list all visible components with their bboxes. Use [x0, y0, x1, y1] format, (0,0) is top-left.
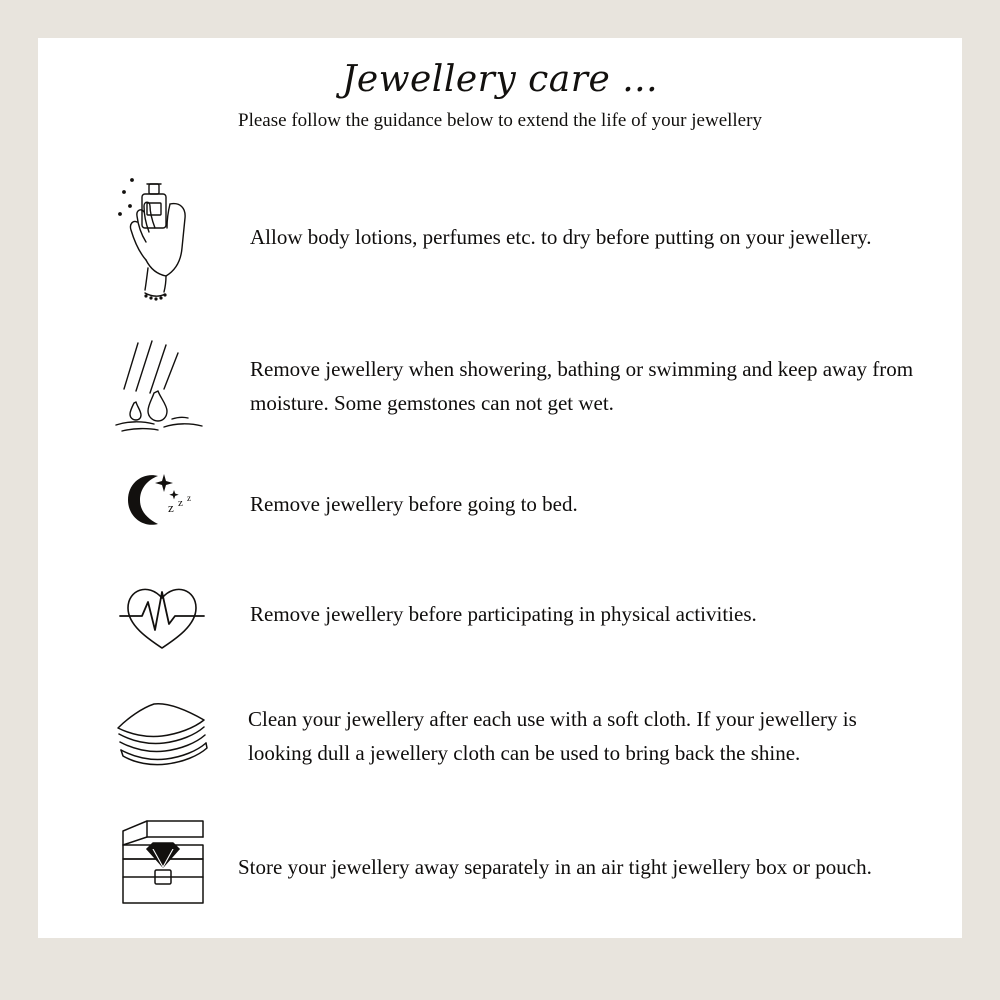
page-title: Jewellery care ...: [341, 59, 659, 100]
page-subtitle: Please follow the guidance below to extend the life of your jewellery: [238, 109, 762, 131]
list-item-text: Remove jewellery before going to bed.: [250, 491, 578, 516]
list-item-text: Remove jewellery before participating in physical activities.: [250, 601, 757, 626]
svg-text:z: z: [178, 496, 183, 509]
list-item-text: Remove jewellery when showering, bathing or swimming and keep away from moisture. Some gemstones can not get wet.: [250, 356, 914, 415]
care-instruction-list: [38, 152, 962, 932]
list-item: [38, 802, 962, 932]
care-card: [38, 38, 962, 938]
list-item: [38, 322, 962, 450]
list-item-text: Allow body lotions, perfumes etc. to dry before putting on your jewellery.: [250, 224, 872, 249]
water-splash-droplets-icon: [98, 331, 228, 441]
list-item: [38, 152, 962, 322]
list-item-text: Clean your jewellery after each use with a soft cloth. If your jewellery is looking dull a jewellery cloth can be used to bring back the shine.: [248, 706, 857, 765]
jewellery-box-with-diamond-icon: [98, 815, 228, 919]
svg-text:z: z: [168, 499, 174, 515]
list-item: [38, 450, 962, 558]
list-item-text: Store your jewellery away separately in an air tight jewellery box or pouch.: [238, 854, 872, 879]
hand-with-perfume-bottle-icon: [98, 162, 228, 312]
crescent-moon-sleep-icon: [98, 464, 228, 544]
list-item: [38, 670, 962, 802]
svg-text:z: z: [187, 492, 191, 503]
card-header: [38, 38, 962, 132]
heart-heartbeat-icon: [98, 572, 228, 656]
folded-cloth-icon: [98, 694, 228, 778]
list-item: [38, 558, 962, 670]
